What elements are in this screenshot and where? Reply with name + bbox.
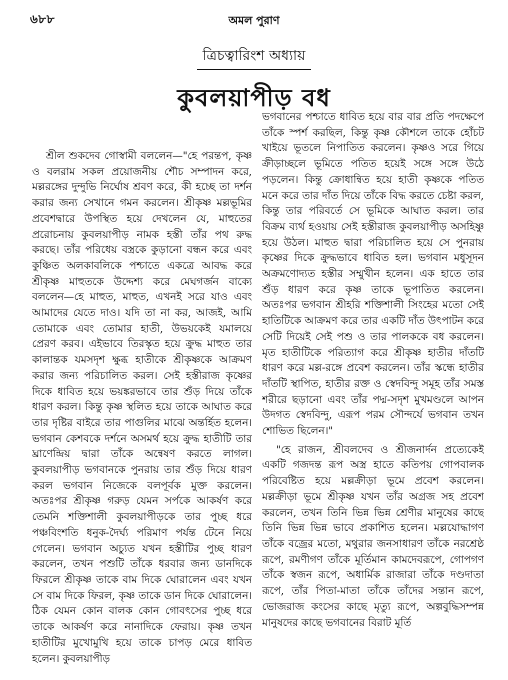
right-column xyxy=(262,110,484,670)
chapter-heading-text: ত্রিচত্বারিংশ অধ্যায় xyxy=(197,44,312,70)
paragraph: শ্রীল শুকদেব গোস্বামী বললেন—"হে পরন্তপ, কৃষ্ণ ও বলরাম সকল প্রয়োজনীয় শৌচ সম্পাদন করে, মল্লরঙ্গের দুন্দুভি নির্ঘোষ শ্রবণ করে, কী হচ্ছে তা দর্শন করার জন্য সেখানে গমন করলেন। শ্রীকৃষ্ণ মল্লভূমির প্রবেশদ্বারে উপস্থিত হয়ে দেখলেন যে, মাহুতের প্ররোচনায় কুবলয়াপীড় নামক হস্তী তাঁর পথ রুদ্ধ করছে। তাঁর পরিধেয় বস্ত্রকে কুড়ানো বন্ধন করে এবং কুঞ্চিত অলকাবলিকে পশ্চাতে একত্রে আবদ্ধ করে শ্রীকৃষ্ণ মাহুতকে উদ্দেশ্য করে মেঘগর্জন বাক্যে বললেন—হে মাহুত, মাহুত, এখনই সরে যাও এবং আমাদের যেতে দাও। যদি তা না কর, আজই, আমি তোমাকে এবং তোমার হাতী, উভয়কেই যমালয়ে প্রেরণ করব। এইভাবে তিরস্কৃত হয়ে ক্রুদ্ধ মাহুত তার কালান্তক যমসদৃশ ক্ষুব্ধ হাতীকে শ্রীকৃষ্ণকে আক্রমণ করার জন্য পরিচালিত করল। সেই হস্তীরাজ কৃষ্ণের দিকে ধাবিত হয়ে ভয়ঙ্করভাবে তার শুঁড় দিয়ে তাঁকে ধারণ করল। কিন্তু কৃষ্ণ স্থলিত হয়ে তাকে আঘাত করে তার দৃষ্টির বাইরে তার পাগুলির মাঝে অন্তর্হিত হলেন। ভগবান কেশবকে দর্শনে অসমর্থ হয়ে ক্রুদ্ধ হাতীটি তার ঘ্রাণেন্দ্রিয় দ্বারা তাঁকে অন্বেষণ করতে লাগল। কুবলয়াপীড় ভগবানকে পুনরায় তার শুঁড় দিয়ে ধারণ করল ভগবান নিজেকে বলপূর্বক মুক্ত করলেন। অতঃপর শ্রীকৃষ্ণ গরুড় যেমন সর্পকে আকর্ষণ করে তেমনি শক্তিশালী কুবলয়াপীড়কে তার পুচ্ছ ধরে পঞ্চবিংশতি ধনুক-দৈর্ঘ্য পরিমাণ পর্যন্ত টেনে নিয়ে গেলেন। ভগবান অচ্যুত যখন হস্তীটির পুচ্ছ ধারণ করলেন, তখন পশুটি তাঁকে ধরবার জন্য ডানদিকে ফিরলে শ্রীকৃষ্ণ তাকে বাম দিকে ঘোরালেন এবং যখন সে বাম দিকে ফিরল, কৃষ্ণ তাকে ডান দিকে ঘোরালেন। ঠিক যেমন কোন বালক কোন গোবৎসের পুচ্ছ ধরে তাকে আকর্ষণ করে নানাদিকে ফেরায়। কৃষ্ণ তখন হাতীটির মুখোমুখি হয়ে তাকে চাপড় মেরে ধাবিত হলেন। কুবলয়াপীড় xyxy=(32,150,252,665)
running-header: অমল পুরাণ xyxy=(228,14,280,27)
chapter-heading xyxy=(0,44,508,70)
paragraph: "হে রাজন, শ্রীবলদেব ও শ্রীজনার্দন প্রত্যেকেই একটি গজদন্ত রূপ অস্ত্র হাতে কতিপয় গোপবালক পরিবেষ্টিত হয়ে মল্লক্রীড়া ভূমে প্রবেশ করলেন। মল্লক্রীড়া ভূমে শ্রীকৃষ্ণ যখন তাঁর অগ্রজ সহ প্রবেশ করলেন, তখন তিনি ভিন্ন ভিন্ন শ্রেণীর মানুষের কাছে তিনি ভিন্ন ভিন্ন ভাবে প্রকাশিত হলেন। মল্লযোদ্ধাগণ তাঁকে বজ্রের মতো, মথুরার জনসাধারণ তাঁকে নরশ্রেষ্ঠ রূপে, রমণীগণ তাঁকে মূর্তিমান কামদেবরূপে, গোপগণ তাঁকে স্বজন রূপে, অধার্মিক রাজারা তাঁকে দণ্ডদাতা রূপে, তাঁর পিতা-মাতা তাঁকে তাঁদের সন্তান রূপে, ভোজরাজ কংসের কাছে মৃত্যু রূপে, অল্পবুদ্ধিসম্পন্ন মানুষদের কাছে ভগবানের বিরাট মূর্তি xyxy=(262,443,484,629)
section-title: কুবলয়াপীড় বধ xyxy=(177,83,331,112)
paragraph: ভগবানের পশ্চাতে ধাবিত হয়ে বার বার প্রতি পদক্ষেপে তাঁকে স্পর্শ করছিল, কিন্তু কৃষ্ণ কৌশলে তাকে হোঁচট খাইয়ে ভূতলে নিপাতিত করলেন। কৃষ্ণও সরে গিয়ে ক্রীড়াচ্ছলে ভূমিতে পতিত হয়েই সঙ্গে সঙ্গে উঠে পড়লেন। কিন্তু ক্রোধান্বিত হয়ে হাতী কৃষ্ণকে পতিত মনে করে তার দাঁত দিয়ে তাঁকে বিদ্ধ করতে চেষ্টা করল, কিন্তু তার পরিবর্তে সে ভূমিকে আঘাত করল। তার বিক্রম ব্যর্থ হওয়ায় সেই হস্তীরাজ কুবলয়াপীড় অসহিষ্ণু হয়ে উঠল। মাহুত দ্বারা পরিচালিত হয়ে সে পুনরায় কৃষ্ণের দিকে ক্রুদ্ধভাবে ধাবিত হল। ভগবান মধুসূদন অক্রমণোদ্যত হস্তীর সম্মুখীন হলেন। এক হাতে তার শুঁড় ধারণ করে কৃষ্ণ তাকে ভূপাতিত করলেন। অতঃপর ভগবান শ্রীহরি শক্তিশালী সিংহের মতো সেই হাতিটিকে আক্রমণ করে তার একটি দাঁত উৎপাটন করে সেটি দিয়েই সেই পশু ও তার পালককে বধ করলেন। মৃত হাতীটিকে পরিত্যাগ করে শ্রীকৃষ্ণ হাতীর দাঁতটি ধারণ করে মল্ল-রঙ্গে প্রবেশ করলেন। তাঁর স্কন্ধে হাতীর দাঁতটি স্থাপিত, হাতীর রক্ত ও স্বেদবিন্দু সমূহ তাঁর সমস্ত শরীরে ছড়ানো এবং তাঁর পদ্ম-সদৃশ মুখমণ্ডলে আপন উদগত স্বেদবিন্দু, এরূপ পরম সৌন্দর্যে ভগবান তখন শোভিত ছিলেন।" xyxy=(262,111,484,438)
left-column xyxy=(32,149,252,671)
page-number: ৬৮৮ xyxy=(30,12,55,26)
